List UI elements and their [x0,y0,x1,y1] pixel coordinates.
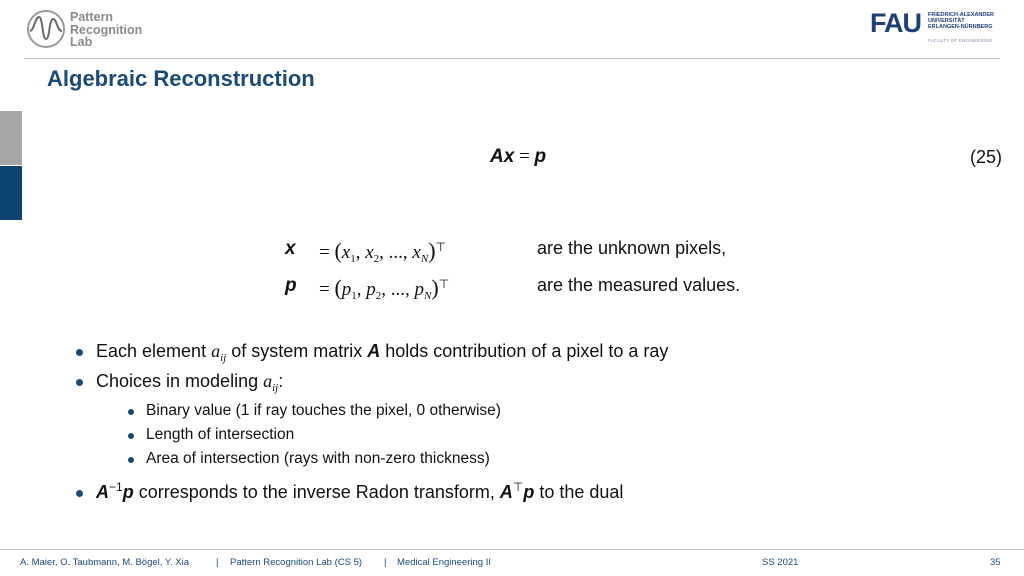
footer-course: Medical Engineering II [397,557,491,568]
slide-header [0,0,1024,58]
lab-name-line-2: Recognition [70,22,143,37]
sub-bullet-dot [128,457,134,463]
sub-bullet-dot [128,409,134,415]
lab-name-line-3: Lab [70,35,93,49]
footer-term: SS 2021 [762,557,799,568]
equation-number: (25) [969,147,1002,167]
university-name [928,12,994,31]
bullet-modeling-choices: Choices in modeling $a_{ij}$: [96,371,284,394]
bullet-inverse-radon: $A^{-1}p$ corresponds to the inverse Radon transform, A⊤p to the dual [96,480,624,502]
bullet-dot [76,379,83,386]
faculty-name: FACULTY OF ENGINEERING [928,38,993,43]
footer-lab: Pattern Recognition Lab (CS 5) [230,557,363,568]
university-line-1: FRIEDRICH-ALEXANDER [928,12,994,18]
sub-bullet-length: Length of intersection [146,426,295,443]
lab-name [70,11,142,49]
bullet-dot [76,490,83,497]
university-line-3: ERLANGEN-NÜRNBERG [928,24,993,31]
sub-bullet-area: Area of intersection (rays with non-zero thickness) [146,450,490,467]
footer-separator: | [216,557,219,568]
definition-x-text: are the unknown pixels, [537,238,727,258]
bullet-system-matrix: Each element $a_{ij}$ of system matrix A holds contribution of a pixel to a ray [96,341,669,364]
university-line-2: UNIVERSITÄT [928,18,965,25]
fau-logo [870,8,1000,48]
section-marker-active [0,166,22,220]
definition-p-text: are the measured values. [537,275,741,295]
bullet-dot [76,349,83,356]
fau-wordmark: FAU [870,8,921,38]
page-number: 35 [990,557,1001,568]
pattern-recognition-waveform-icon [26,9,66,49]
lab-name-line-1: Pattern [70,10,114,24]
main-equation: Ax = p [490,146,547,167]
footer-authors: A. Maier, O. Taubmann, M. Bögel, Y. Xia [20,557,189,568]
sub-bullet-binary: Binary value (1 if ray touches the pixel, 0 otherwise) [146,402,501,419]
header-divider [24,58,1000,59]
footer-divider [0,549,1024,550]
footer-separator: | [384,557,387,568]
sub-bullet-dot [128,433,134,439]
slide-title: Algebraic Reconstruction [47,66,315,91]
section-marker-inactive [0,111,22,165]
